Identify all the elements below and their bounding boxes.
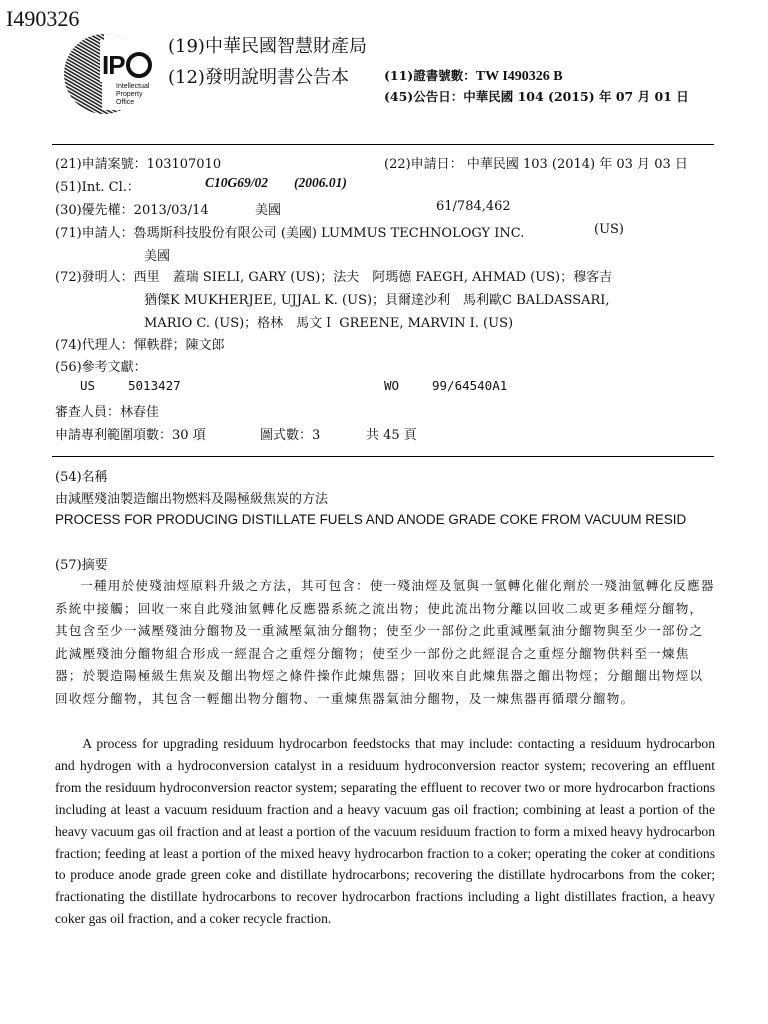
claims-count: 申請專利範圍項數：30 項: [55, 428, 206, 443]
ipc-label: (51)Int. Cl.：: [55, 180, 140, 195]
svg-text:Property: Property: [116, 91, 143, 98]
references-label: (56)參考文獻：: [55, 360, 147, 375]
document-type: (12)發明說明書公告本: [168, 67, 349, 88]
reference-1-country: US: [80, 378, 96, 393]
certificate-label: (11)證書號數：: [384, 68, 476, 83]
abstract-english: [55, 733, 715, 930]
applicant-country: 美國: [144, 249, 171, 264]
filing-date: (22)申請日： 中華民國 103 (2014) 年 03 月 03 日: [384, 157, 688, 172]
priority-label: (30)優先權：2013/03/14: [55, 203, 209, 218]
examiner: 審查人員：林春佳: [55, 405, 160, 420]
pages-count: 共 45 頁: [366, 428, 417, 443]
reference-2-number: 99/64540A1: [432, 378, 508, 393]
divider-top: [52, 144, 714, 145]
priority-number: 61/784,462: [436, 199, 511, 214]
patent-number-corner: I490326: [6, 6, 80, 31]
tipo-logo-icon: [60, 30, 160, 126]
applicant-country-code: (US): [594, 222, 625, 237]
agent: (74)代理人：惲軼群；陳文郎: [55, 338, 225, 353]
reference-1-number: 5013427: [128, 378, 181, 393]
abstract-label: (57)摘要: [55, 558, 108, 573]
ipc-code: C10G69/02: [205, 175, 269, 190]
priority-country: 美國: [255, 203, 282, 218]
publication-value: 中華民國 104 (2015) 年 07 月 01 日: [463, 89, 689, 104]
title-chinese: 由減壓殘油製造餾出物燃料及陽極級焦炭的方法: [55, 492, 329, 507]
svg-text:IP: IP: [102, 50, 125, 80]
figures-count: 圖式數：3: [260, 428, 321, 443]
divider-middle: [52, 456, 714, 457]
reference-2-country: WO: [384, 378, 400, 393]
svg-text:Intellectual: Intellectual: [116, 83, 150, 90]
applicant: (71)申請人：魯瑪斯科技股份有限公司 (美國) LUMMUS TECHNOLOGY INC.: [55, 226, 525, 241]
inventors-line-3: MARIO C. (US)；格林 馬文Ｉ GREENE, MARVIN I. (US): [144, 316, 514, 331]
abstract-chinese-text: 一種用於使殘油烴原料升級之方法，其可包含：使一殘油烴及氫與一氫轉化催化劑於一殘油氫轉化反應器系統中接觸；回收一來自此殘油氫轉化反應器系統之流出物；使此流出物分離以回收二或更多種烴分餾物，其包含至少一減壓殘油分餾物及一重減壓氣油分餾物；使至少一部份之此重減壓氣油分餾物與至少一部份之此減壓殘油分餾物組合形成一經混合之重烴分餾物；使至少一部份之此經混合之重烴分餾物供料至一煉焦器；於製造陽極級生焦炭及餾出物烴之條件操作此煉焦器；回收來自此煉焦器之餾出物烴；分餾餾出物烴以回收烴分餾物，其包含一輕餾出物分餾物、一重煉焦器氣油分餾物，及一煉焦器再循環分餾物。: [55, 578, 715, 706]
inventors-line-1: (72)發明人：西里 蓋瑞 SIELI, GARY (US)；法夫 阿瑪德 FAEGH, AHMAD (US)；穆客吉: [55, 270, 613, 285]
abstract-chinese: [55, 575, 715, 710]
tipo-logo: [60, 30, 160, 126]
publication-date: [384, 87, 689, 105]
certificate-value: TW I490326 B: [475, 69, 563, 84]
title-english: PROCESS FOR PRODUCING DISTILLATE FUELS AND ANODE GRADE COKE FROM VACUUM RESID: [55, 512, 687, 527]
application-number: (21)申請案號：103107010: [55, 157, 222, 172]
svg-text:Office: Office: [116, 99, 135, 106]
certificate-number: [384, 66, 563, 85]
ipc-version: (2006.01): [294, 175, 347, 190]
office-name: (19)中華民國智慧財產局: [168, 36, 367, 57]
title-label: (54)名稱: [55, 470, 108, 485]
abstract-english-text: A process for upgrading residuum hydrocarbon feedstocks that may include: contacting a residuum hydrocarbon and hydrogen with a hydroconversion catalyst in a residuum hydroconversion reactor system; recovering an effluent from the residuum hydroconversion reactor system; separating the effluent to recover two or more hydrocarbon fractions including at least a vacuum residuum fraction and a heavy vacuum gas oil fraction; combining at least a portion of the heavy vacuum gas oil fraction and at least a portion of the vacuum residuum fraction to form a mixed heavy hydrocarbon fraction; feeding at least a portion of the mixed heavy hydrocarbon fraction to a coker; operating the coker at conditions to produce anode grade green coke and distillate hydrocarbons; recovering the distillate hydrocarbons from the coker; fractionating the distillate hydrocarbons to recover hydrocarbon fractions including a light distillates fraction, a heavy coker gas oil fraction, and a coker recycle fraction.: [55, 736, 715, 927]
inventors-line-2: 猶傑K MUKHERJEE, UJJAL K. (US)；貝爾達沙利 馬利歐C BALDASSARI,: [144, 293, 610, 308]
publication-label: (45)公告日：: [384, 89, 464, 104]
